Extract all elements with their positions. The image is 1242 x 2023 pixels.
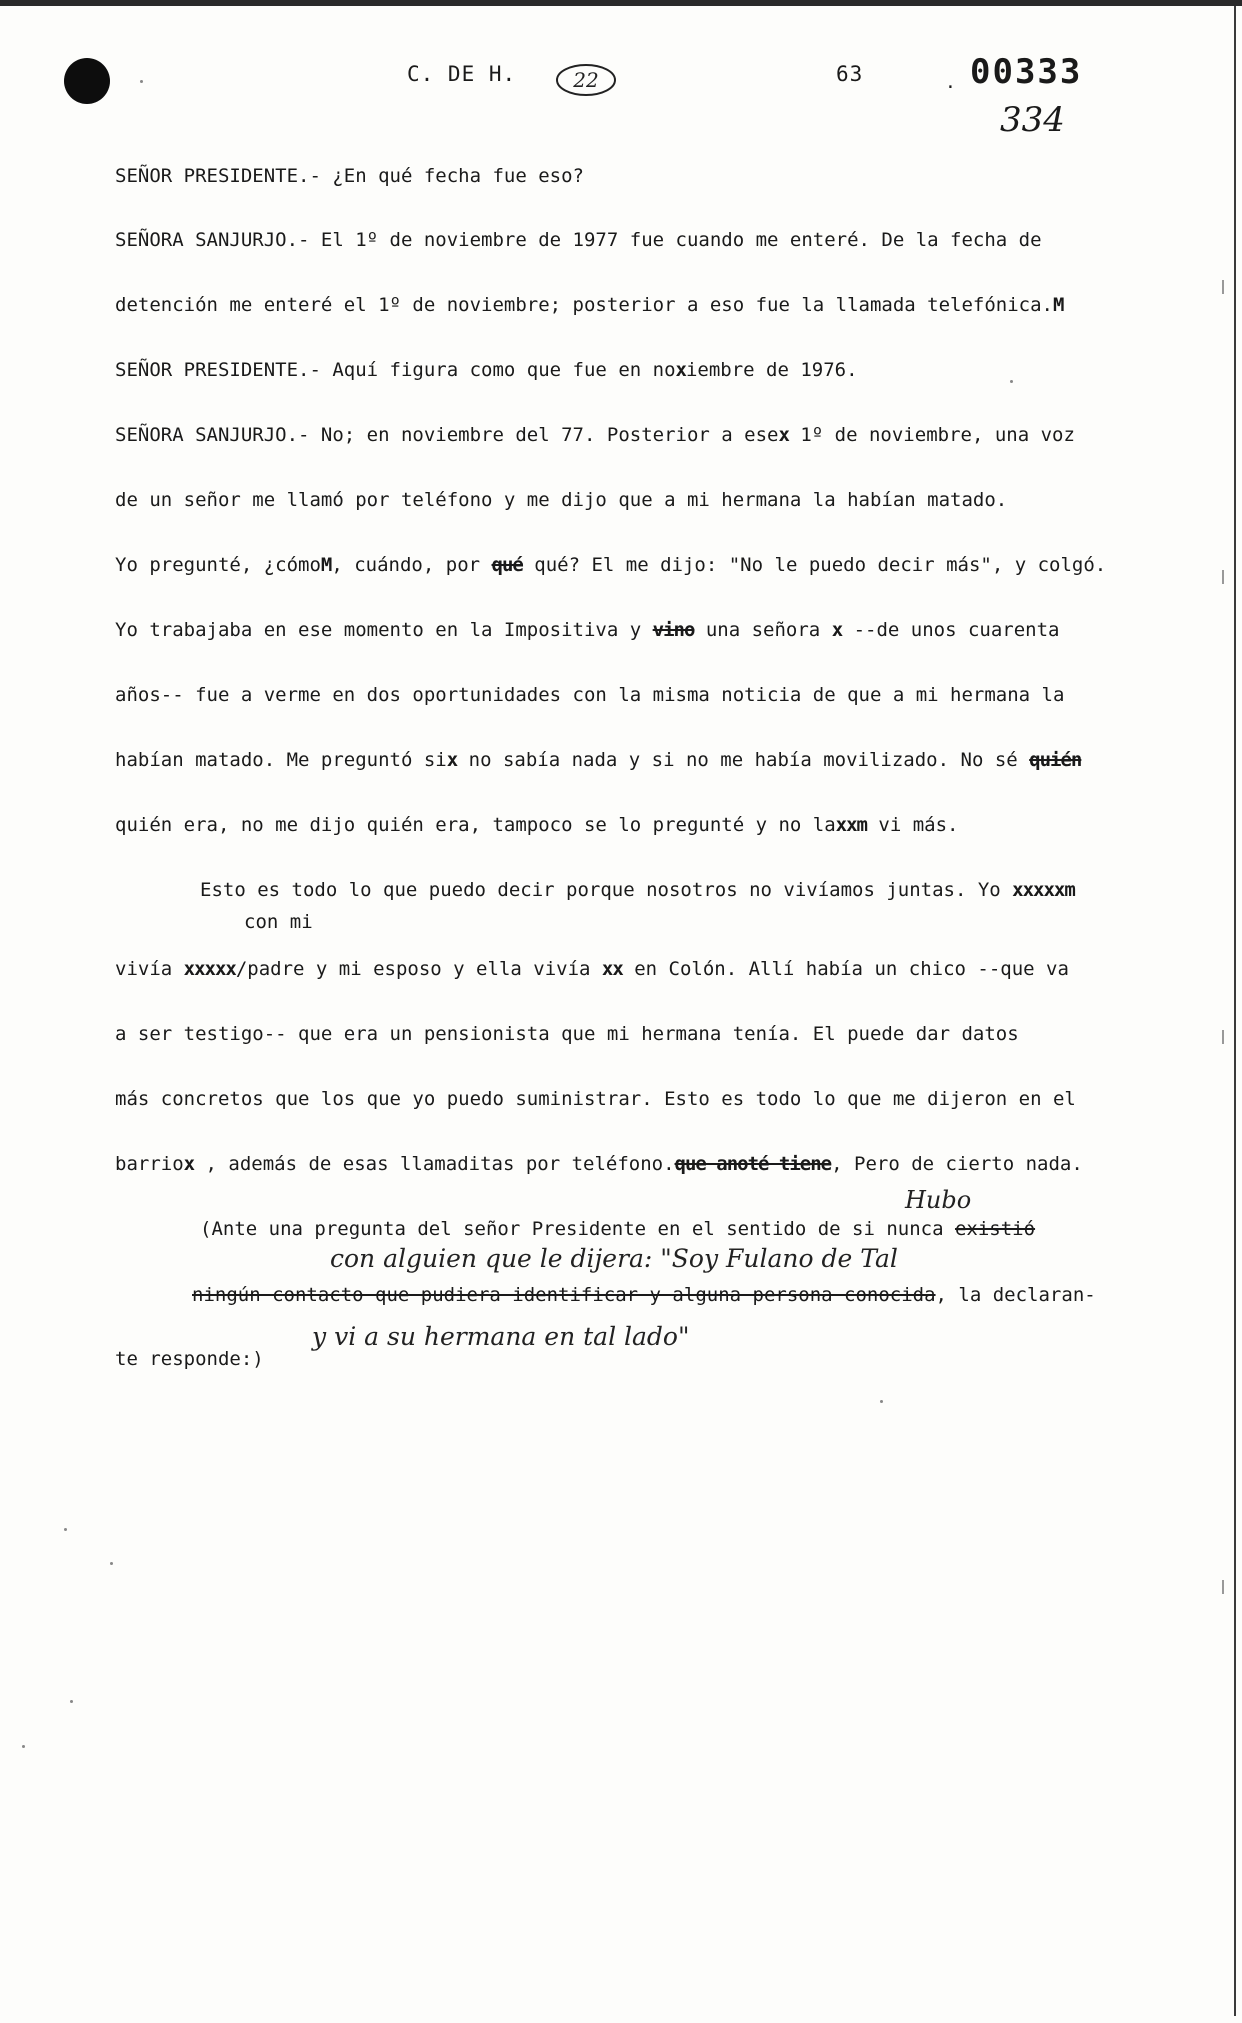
- line-9: años-- fue a verme en dos oportunidades con la misma noticia de que a mi hermana la: [115, 684, 1065, 706]
- punch-hole: [64, 58, 110, 104]
- line-7: Yo pregunté, ¿cómoM, cuándo, por qué qué? El me dijo: "No le puedo decir más", y colgó.: [115, 554, 1107, 576]
- line-6: de un señor me llamó por teléfono y me dijo que a mi hermana la habían matado.: [115, 489, 1008, 511]
- line-3: detención me enteré el 1º de noviembre; posterior a eso fue la llamada telefónica.M: [115, 294, 1064, 316]
- page-number: 63: [836, 62, 864, 86]
- handwritten-insert-hubo: Hubo: [905, 1186, 972, 1214]
- line-14: a ser testigo-- que era un pensionista que mi hermana tenía. El puede dar datos: [115, 1023, 1019, 1045]
- line-19: te responde:): [115, 1348, 264, 1370]
- line-16: barriox , además de esas llamaditas por teléfono.que anoté tiene, Pero de cierto nada.: [115, 1153, 1083, 1175]
- line-18: ningún contacto que pudiera identificar y alguna persona conocida, la declaran-: [192, 1284, 1096, 1306]
- line-13: vivía xxxxx/padre y mi esposo y ella vivía xx en Colón. Allí había un chico --que va: [115, 958, 1069, 980]
- handwritten-insert-line-1: con alguien que le dijera: "Soy Fulano de Tal: [330, 1244, 898, 1273]
- line-12-insert: con mi: [244, 911, 313, 933]
- line-12: Esto es todo lo que puedo decir porque nosotros no vivíamos juntas. Yo xxxxxm: [200, 879, 1075, 901]
- line-2: SEÑORA SANJURJO.- El 1º de noviembre de 1977 fue cuando me enteré. De la fecha de: [115, 229, 1042, 251]
- right-border: [1234, 6, 1236, 2016]
- line-15: más concretos que los que yo puedo suministrar. Esto es todo lo que me dijeron en el: [115, 1088, 1076, 1110]
- line-11: quién era, no me dijo quién era, tampoco se lo pregunté y no laxxm vi más.: [115, 814, 959, 836]
- line-4: SEÑOR PRESIDENTE.- Aquí figura como que fue en noxiembre de 1976.: [115, 359, 858, 381]
- line-17: (Ante una pregunta del señor Presidente en el sentido de si nunca existió: [200, 1218, 1036, 1240]
- top-border: [0, 0, 1242, 6]
- stamp-folio-number: 00333: [970, 52, 1083, 92]
- header-chamber-label: C. DE H.: [407, 62, 517, 86]
- seal-stamp: [554, 60, 618, 100]
- handwritten-insert-line-2: y vi a su hermana en tal lado": [312, 1322, 690, 1351]
- handwritten-folio-number: 334: [1000, 100, 1065, 140]
- header-dot: .: [945, 72, 956, 93]
- line-1: SEÑOR PRESIDENTE.- ¿En qué fecha fue eso?: [115, 165, 584, 187]
- line-8: Yo trabajaba en ese momento en la Impositiva y vino una señora x --de unos cuarenta: [115, 619, 1060, 641]
- line-10: habían matado. Me preguntó six no sabía nada y si no me había movilizado. No sé quién: [115, 749, 1082, 771]
- line-5: SEÑORA SANJURJO.- No; en noviembre del 77. Posterior a esex 1º de noviembre, una voz: [115, 424, 1075, 446]
- svg-text:22: 22: [573, 68, 599, 92]
